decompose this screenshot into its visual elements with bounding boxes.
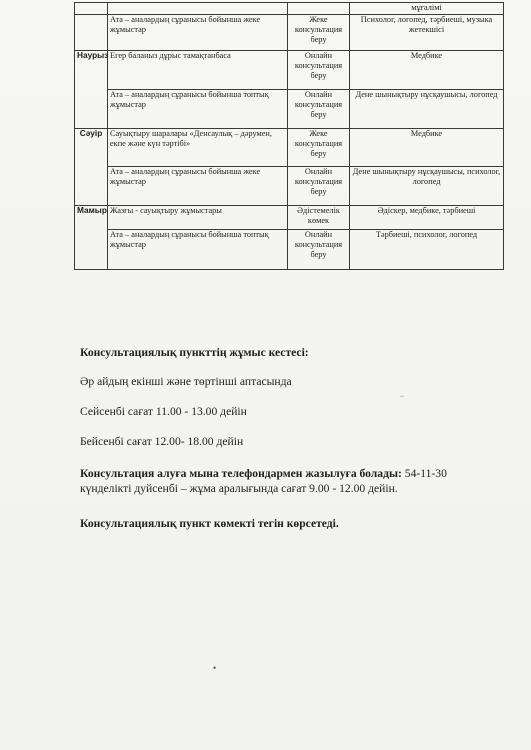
topic-cell: Ата – аналардың сұранысы бойынша топтық жұмыстар xyxy=(108,230,288,270)
topic-cell: Ата – аналардың сұранысы бойынша жеке жұмыстар xyxy=(108,15,288,51)
month-cell xyxy=(75,3,108,15)
topic-cell: Ата – аналардың сұранысы бойынша топтық жұмыстар xyxy=(108,90,288,129)
responsible-cell: Әдіскер, медбике, тәрбиеші xyxy=(350,206,504,230)
signup-paragraph xyxy=(80,466,510,496)
table-row xyxy=(75,167,504,206)
responsible-cell: Дене шынықтыру нұсқаушысы, логопед xyxy=(350,90,504,129)
scan-mark: ~ xyxy=(400,393,404,401)
topic-cell: Ата – аналардың сұранысы бойынша жеке жұмыстар xyxy=(108,167,288,206)
table-row xyxy=(75,3,504,15)
form-cell: Онлайн консультация беру xyxy=(288,51,350,90)
signup-hours: күнделікті дуйсенбі – жұма аралығында сағат 9.00 - 12.00 дейін. xyxy=(80,482,398,496)
responsible-cell: Психолог, логопед, тәрбиеші, музыка жетекшісі xyxy=(350,15,504,51)
consultation-plan-table xyxy=(74,2,504,270)
responsible-cell: Медбике xyxy=(350,51,504,90)
schedule-heading: Консультациялық пункттің жұмыс кестесі: xyxy=(80,346,309,359)
topic-cell xyxy=(108,3,288,15)
table-row xyxy=(75,230,504,270)
responsible-cell: мұғалімі xyxy=(350,3,504,15)
form-cell: Жеке консультация беру xyxy=(288,15,350,51)
topic-cell: Жазғы - сауықтыру жұмыстары xyxy=(108,206,288,230)
responsible-cell: Тәрбиеші, психолог, логопед xyxy=(350,230,504,270)
responsible-cell: Дене шынықтыру нұсқаушысы, психолог, логопед xyxy=(350,167,504,206)
signup-phone: 54-11-30 xyxy=(401,467,447,480)
table-row xyxy=(75,51,504,90)
free-service-note: Консультациялық пункт көмекті тегін көрсетеді. xyxy=(80,517,339,530)
form-cell: Әдістемелік көмек xyxy=(288,206,350,230)
schedule-weeks: Әр айдың екінші және төртінші аптасында xyxy=(80,375,292,388)
form-cell: Онлайн консультация беру xyxy=(288,167,350,206)
topic-cell: Егер баланыз дұрыс тамақтанбаса xyxy=(108,51,288,90)
month-cell xyxy=(75,15,108,51)
month-cell: Сәуір xyxy=(75,129,108,206)
table-row xyxy=(75,129,504,167)
table-row xyxy=(75,15,504,51)
topic-cell: Сауықтыру шаралары «Денсаулық – дәрумен, екпе және күн тәртібі» xyxy=(108,129,288,167)
month-cell: Наурыз xyxy=(75,51,108,129)
month-cell: Мамыр xyxy=(75,206,108,270)
table-row xyxy=(75,206,504,230)
table-row xyxy=(75,90,504,129)
scan-dot: • xyxy=(213,663,217,673)
responsible-cell: Медбике xyxy=(350,129,504,167)
form-cell xyxy=(288,3,350,15)
schedule-thursday: Бейсенбі сағат 12.00- 18.00 дейін xyxy=(80,435,244,448)
form-cell: Жеке консультация беру xyxy=(288,129,350,167)
form-cell: Онлайн консультация беру xyxy=(288,230,350,270)
form-cell: Онлайн консультация беру xyxy=(288,90,350,129)
schedule-tuesday: Сейсенбі сағат 11.00 - 13.00 дейін xyxy=(80,405,247,418)
signup-label: Консультация алуға мына телефондармен жазылуға болады: xyxy=(80,467,402,480)
